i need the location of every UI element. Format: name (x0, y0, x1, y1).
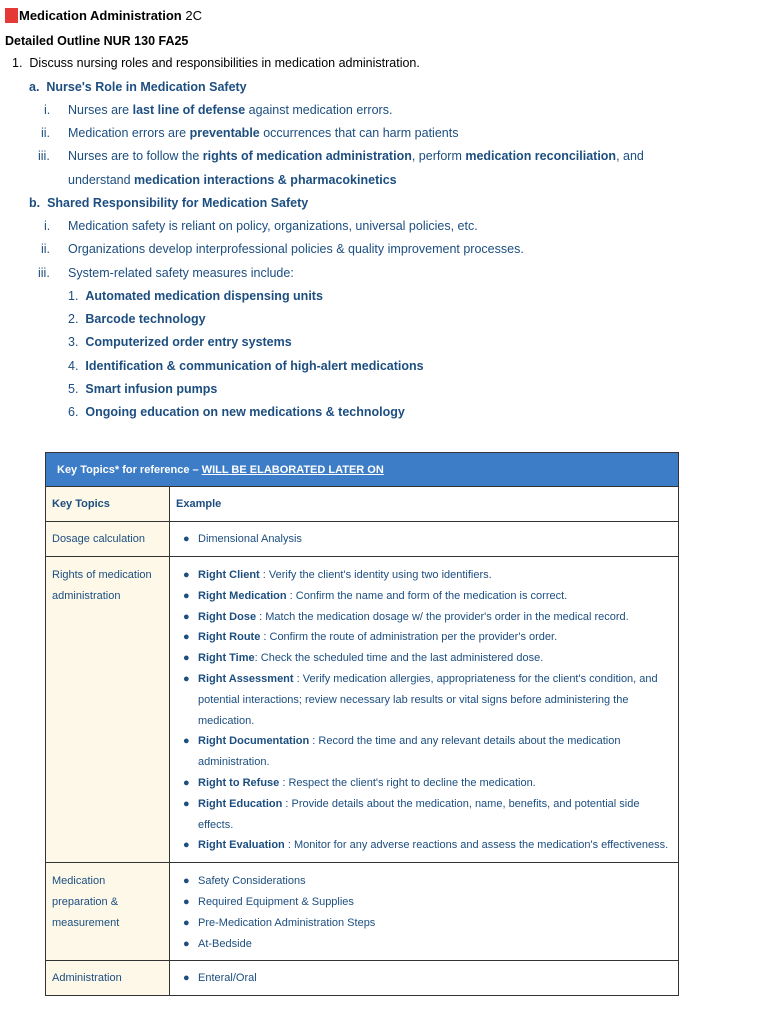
table-row (46, 961, 679, 996)
table-row (46, 522, 679, 557)
table-header: Key Topics* for reference – WILL BE ELABORATED LATER ON (46, 453, 679, 487)
measure-item: 2. Barcode technology (68, 312, 206, 326)
table-row (46, 557, 679, 863)
list-item: ● Safety Considerations (183, 875, 306, 888)
column-header-example: Example (170, 487, 679, 522)
list-item: ● At-Bedside (183, 937, 252, 950)
list-item: ● Right Route : Confirm the route of administration per the provider's order. (183, 631, 558, 644)
list-item: ● Dimensional Analysis (183, 532, 302, 545)
list-item: ● Right to Refuse : Respect the client's right to decline the medication. (183, 776, 536, 789)
outline-item-1: 1. Discuss nursing roles and responsibilities in medication administration. (12, 56, 420, 70)
list-item: ● Right Documentation : Record the time and any relevant details about the medication administration. (183, 735, 621, 769)
document-subtitle: Detailed Outline NUR 130 FA25 (5, 34, 189, 48)
topic-cell: Administration (46, 961, 170, 996)
list-item: ● Right Education : Provide details about the medication, name, benefits, and potential side effects. (183, 797, 640, 831)
measure-item: 3. Computerized order entry systems (68, 335, 292, 349)
red-marker-icon (5, 8, 18, 23)
document-page: Medication Administration 2C Detailed Outline NUR 130 FA25 1. Discuss nursing roles and responsibilities in medication administration. a. Nurse's Role in Medication Safety i. Nurses are last line of defense against medication errors. ii. Medication errors are preventable occurrences that can harm patients iii. Nurses are to follow the rights of medication administration, perform medication reconciliation, and understand medication interactions & pharmacokinetics b. Shared Responsibility for Medication Safety i. Medication safety is reliant on policy, organizations, universal policies, etc. ii. Organizations develop interprofessional policies & quality improvement processes. iii. System-related safety measures include: 1. Automated medication dispensing units 2. Barcode technology 3. Computerized order entry systems 4. Identification & communication of high-alert medications 5. Smart infusion pumps 6. Ongoing education on new medications & technology Key Topics* for reference – WILL BE ELABORATED LATER ON Key Topics Example Dosage calculation ● Dimensional Analysis Rights of medication administration ● Right Client : Verify the client's identity using two identifiers. ● Right Medication : Confirm the name and form of the medication is correct. ● Right Dose : Match the medication dosage w/ the provider's order in the medical record. ● Right Route : Confirm the route of administration per the provider's order. ● Right Time: Check the scheduled time and the last administered dose. ● Right Assessment : Verify medication allergies, appropriateness for the client's condition, and potential interactions; review necessary lab results or vital signs before administering the medication. ● Right Documentation : Record the time and any relevant details about the medication administration. ● Right to Refuse : Respect the client's right to decline the medication. ● Right Education : Provide details about the medication, name, benefits, and potential side effects. ● Right Evaluation : Monitor for any adverse reactions and assess the medication's effectiveness. Medication preparation & measurement ● Safety Considerations ● Required Equipment & Supplies ● Pre-Medication Administration Steps ● At-Bedside Administration ● Enteral/Oral (0, 0, 768, 1024)
list-item: ● Required Equipment & Supplies (183, 895, 354, 908)
key-topics-table (45, 452, 679, 996)
measure-item: 1. Automated medication dispensing units (68, 289, 323, 303)
table-row (46, 863, 679, 961)
section-b-item-i: i. (44, 219, 51, 233)
measure-item: 5. Smart infusion pumps (68, 382, 218, 396)
section-a-item-iii: iii. (38, 149, 50, 163)
topic-cell: Dosage calculation (46, 522, 170, 557)
list-item: ● Right Client : Verify the client's identity using two identifiers. (183, 569, 492, 581)
list-item: ● Right Time: Check the scheduled time and the last administered dose. (183, 652, 544, 665)
section-b-heading: b. Shared Responsibility for Medication Safety (29, 196, 309, 210)
list-item: ● Right Medication : Confirm the name and form of the medication is correct. (183, 589, 568, 602)
list-item: ● Right Dose : Match the medication dosage w/ the provider's order in the medical record. (183, 610, 629, 623)
section-a-item-ii: ii. (41, 126, 51, 140)
section-b-item-ii: ii. (41, 242, 51, 256)
section-a-item-i: i. (44, 103, 51, 117)
document-title: Medication Administration 2C (5, 8, 202, 24)
column-header-key-topics: Key Topics (46, 487, 170, 522)
list-item: ● Enteral/Oral (183, 971, 257, 984)
measure-item: 4. Identification & communication of high-alert medications (68, 359, 424, 373)
section-b-item-iii: iii. (38, 266, 50, 280)
measure-item: 6. Ongoing education on new medications & technology (68, 405, 405, 419)
list-item: ● Pre-Medication Administration Steps (183, 916, 376, 929)
section-a-heading: a. Nurse's Role in Medication Safety (29, 80, 247, 94)
list-item: ● Right Evaluation : Monitor for any adverse reactions and assess the medication's effectiveness. (183, 839, 669, 852)
list-item: ● Right Assessment : Verify medication allergies, appropriateness for the client's condition, and potential interactions; review necessary lab results or vital signs before administering the medication. (183, 672, 658, 727)
topic-cell: Rights of medication administration (46, 557, 170, 863)
topic-cell: Medication preparation & measurement (46, 863, 170, 961)
